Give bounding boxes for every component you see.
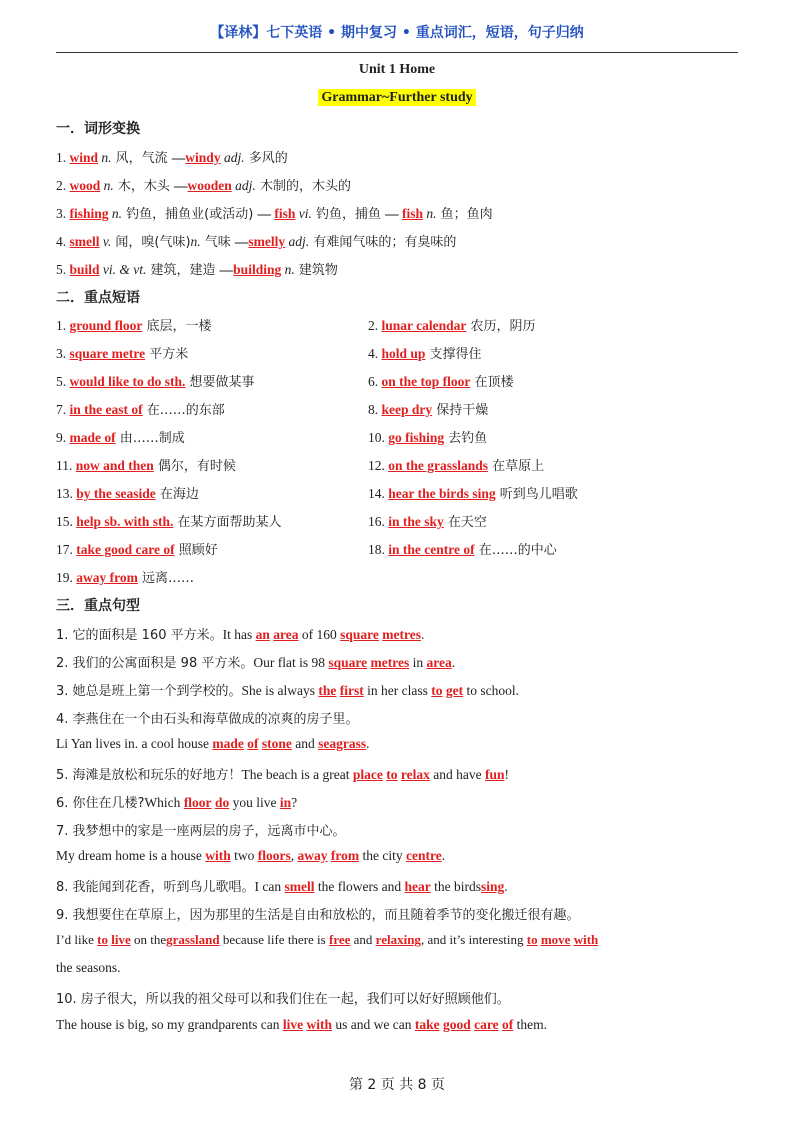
phrase-item: [56, 427, 185, 446]
sentence-chinese: 6. 你住在几楼?: [56, 796, 145, 811]
sentence-text: two: [230, 848, 258, 863]
meaning: 建筑物: [294, 263, 338, 278]
phrase: by the seaside: [76, 486, 156, 501]
item-number: 11.: [56, 458, 73, 473]
phrase: square metre: [69, 346, 146, 361]
answer-blank: square: [328, 655, 368, 670]
phrase-meaning: 照顾好: [174, 543, 218, 558]
phrase-item: [56, 455, 236, 474]
phrase-meaning: 偶尔，有时候: [153, 459, 236, 474]
phrase-meaning: 在海边: [155, 487, 199, 502]
keyword: smelly: [248, 234, 286, 249]
sentence-text: ,: [290, 848, 298, 863]
phrase-meaning: 在某方面帮助某人: [173, 515, 282, 530]
sentence-chinese: 10. 房子很大，所以我的祖父母可以和我们住在一起，我们可以好好照顾他们。: [56, 992, 510, 1007]
sentence-9-continued: [56, 960, 121, 976]
answer-blank: floors: [257, 848, 291, 863]
answer-blank: hear: [404, 879, 431, 894]
keyword: wind: [69, 150, 99, 165]
sentence-chinese: 8. 我能闻到花香，听到鸟儿歌唱。: [56, 880, 255, 895]
item-number: 7.: [56, 402, 67, 417]
phrase-meaning: 由……制成: [115, 431, 185, 446]
word-form-item-1: [56, 147, 288, 166]
phrase: away from: [76, 570, 138, 585]
meaning: 闻，嗅(气味): [111, 235, 191, 250]
answer-blank: of: [501, 1017, 514, 1032]
answer-blank: away: [297, 848, 328, 863]
answer-blank: area: [273, 627, 299, 642]
item-number: 12.: [368, 458, 385, 473]
answer-blank: do: [214, 795, 230, 810]
meaning: 钓鱼，捕鱼: [311, 207, 386, 222]
sentence-text: the seasons.: [56, 960, 121, 975]
meaning: 多风的: [244, 151, 288, 166]
part-of-speech: n.: [281, 262, 295, 277]
sentence-text: The beach is a great: [241, 767, 353, 782]
meaning: 风，气流: [111, 151, 172, 166]
item-number: 15.: [56, 514, 73, 529]
sentence-text: I’d like: [56, 932, 98, 947]
phrase-item: [56, 483, 199, 502]
answer-blank: an: [255, 627, 270, 642]
part-of-speech: n.: [190, 234, 201, 249]
sentence-1: [56, 624, 424, 643]
answer-blank: floor: [183, 795, 212, 810]
answer-blank: in: [279, 795, 292, 810]
section-title-key-phrases: 二．重点短语: [56, 290, 140, 306]
part-of-speech: n.: [108, 206, 123, 221]
sentence-10-chinese: [56, 988, 510, 1007]
dash: —: [385, 206, 402, 221]
answer-blank: metres: [382, 627, 422, 642]
phrase-meaning: 在顶楼: [470, 375, 514, 390]
phrase: help sb. with sth.: [76, 514, 174, 529]
sentence-chinese: 7. 我梦想中的家是一座两层的房子，远离市中心。: [56, 824, 346, 839]
answer-blank: seagrass: [318, 736, 367, 751]
header-divider: [56, 52, 738, 53]
phrase: would like to do sth.: [69, 374, 186, 389]
answer-blank: made: [212, 736, 244, 751]
part-of-speech: adj.: [220, 150, 245, 165]
item-number: 3.: [56, 206, 67, 221]
phrase: in the east of: [69, 402, 143, 417]
sentence-text: you live: [229, 795, 280, 810]
sentence-text: , and it’s interesting: [420, 932, 527, 947]
sentence-text: !: [504, 767, 509, 782]
answer-blank: to: [386, 767, 398, 782]
phrase: take good care of: [76, 542, 175, 557]
keyword: fishing: [69, 206, 109, 221]
phrase-item: [368, 427, 487, 446]
item-number: 8.: [368, 402, 379, 417]
item-number: 2.: [56, 178, 67, 193]
sentence-text: of 160: [298, 627, 341, 642]
answer-blank: to: [97, 932, 108, 947]
sentence-text: It has: [222, 627, 256, 642]
answer-blank: area: [426, 655, 452, 670]
answer-blank: square: [340, 627, 379, 642]
sentence-4-english: [56, 736, 370, 752]
sentence-text: .: [421, 627, 425, 642]
answer-blank: metres: [370, 655, 410, 670]
item-number: 1.: [56, 150, 67, 165]
word-form-item-3: [56, 203, 493, 222]
item-number: 18.: [368, 542, 385, 557]
dash: —: [219, 262, 234, 277]
sentence-chinese: 9. 我想要住在草原上，因为那里的生活是自由和放松的，而且随着季节的变化搬迁很有趣。: [56, 908, 580, 923]
phrase-meaning: 听到鸟儿唱歌: [495, 487, 578, 502]
phrase-meaning: 在……的东部: [142, 403, 225, 418]
phrase-item: [368, 455, 544, 474]
item-number: 9.: [56, 430, 67, 445]
sentence-text: because life there is: [219, 932, 329, 947]
phrase: hear the birds sing: [388, 486, 496, 501]
answer-blank: with: [205, 848, 231, 863]
keyword: fish: [401, 206, 423, 221]
item-number: 17.: [56, 542, 73, 557]
phrase: lunar calendar: [381, 318, 467, 333]
phrase: made of: [69, 430, 116, 445]
sentence-text: Li Yan lives in. a cool house: [56, 736, 213, 751]
sentence-text: .: [504, 879, 508, 894]
item-number: 13.: [56, 486, 73, 501]
meaning: 鱼；鱼肉: [436, 207, 493, 222]
phrase-meaning: 在草原上: [488, 459, 545, 474]
item-number: 5.: [56, 374, 67, 389]
sentence-text: ?: [291, 795, 298, 810]
sentence-text: .: [451, 655, 456, 670]
sentence-text: Which: [144, 795, 184, 810]
answer-blank: relaxing: [375, 932, 421, 947]
item-number: 4.: [368, 346, 379, 361]
part-of-speech: vi.: [295, 206, 312, 221]
phrase-item: [368, 371, 514, 390]
sentence-text: I can: [254, 879, 285, 894]
phrase-meaning: 农历，阴历: [466, 319, 536, 334]
sentence-2: [56, 652, 455, 671]
sentence-chinese: 3. 她总是班上第一个到学校的。: [56, 684, 242, 699]
word-form-item-5: [56, 259, 338, 278]
answer-blank: with: [573, 932, 599, 947]
answer-blank: move: [540, 932, 571, 947]
phrase: on the top floor: [381, 374, 471, 389]
sentence-10-english: [56, 1017, 547, 1033]
keyword: build: [69, 262, 100, 277]
answer-blank: get: [445, 683, 464, 698]
phrase: in the centre of: [388, 542, 475, 557]
item-number: 6.: [368, 374, 379, 389]
document-header: 【译林】七下英语 • 期中复习 • 重点词汇，短语，句子归纳: [210, 25, 584, 41]
sentence-chinese: 4. 李燕住在一个由石头和海草做成的凉爽的房子里。: [56, 712, 359, 727]
phrase-meaning: 保持干燥: [432, 403, 489, 418]
keyword: fish: [274, 206, 296, 221]
answer-blank: fun: [484, 767, 505, 782]
answer-blank: care: [474, 1017, 499, 1032]
meaning: 有难闻气味的；有臭味的: [309, 235, 457, 250]
sentence-text: on the: [130, 932, 167, 947]
sentence-3: [56, 680, 519, 699]
phrase-item: [56, 399, 225, 418]
answer-blank: live: [282, 1017, 304, 1032]
dash: —: [171, 150, 186, 165]
item-number: 1.: [56, 318, 67, 333]
phrase: keep dry: [381, 402, 433, 417]
sentence-chinese: 5. 海滩是放松和玩乐的好地方！: [56, 768, 242, 783]
answer-blank: place: [352, 767, 383, 782]
phrase-item: [368, 315, 536, 334]
sentence-text: and: [350, 932, 376, 947]
keyword: building: [233, 262, 282, 277]
part-of-speech: adj.: [285, 234, 310, 249]
phrase-item: [56, 511, 282, 530]
answer-blank: to: [431, 683, 443, 698]
dash: —: [234, 234, 249, 249]
phrase: in the sky: [388, 514, 444, 529]
answer-blank: with: [306, 1017, 332, 1032]
answer-blank: smell: [284, 879, 315, 894]
sentence-8: [56, 876, 508, 895]
answer-blank: live: [111, 932, 131, 947]
answer-blank: take: [414, 1017, 440, 1032]
keyword: wooden: [187, 178, 232, 193]
answer-blank: to: [526, 932, 538, 947]
item-number: 10.: [368, 430, 385, 445]
phrase-meaning: 底层，一楼: [142, 319, 212, 334]
answer-blank: sing: [481, 879, 505, 894]
sentence-text: and have: [429, 767, 485, 782]
sentence-text: in: [409, 655, 427, 670]
phrase-item: [368, 511, 487, 530]
keyword: smell: [69, 234, 100, 249]
section-title-word-forms: 一．词形变换: [56, 121, 140, 137]
sentence-text: the flowers and: [314, 879, 405, 894]
item-number: 2.: [368, 318, 379, 333]
sentence-9-english: [56, 932, 598, 948]
page-number: 第 2 页 共 8 页: [348, 1077, 446, 1093]
phrase-item: [56, 539, 218, 558]
subtitle-wrap: [0, 86, 794, 106]
meaning: 气味: [200, 235, 235, 250]
sentence-text: .: [366, 736, 370, 751]
item-number: 14.: [368, 486, 385, 501]
sentence-text: The house is big, so my grandparents can: [56, 1017, 283, 1032]
sentence-text: She is always: [241, 683, 319, 698]
sentence-text: in her class: [363, 683, 432, 698]
answer-blank: first: [339, 683, 364, 698]
phrase-item: [56, 343, 188, 362]
phrase-meaning: 想要做某事: [185, 375, 255, 390]
answer-blank: relax: [400, 767, 430, 782]
keyword: windy: [185, 150, 221, 165]
sentence-chinese: 1. 它的面积是 160 平方米。: [56, 628, 223, 643]
phrase-item: [56, 315, 212, 334]
meaning: 建筑，建造: [146, 263, 220, 278]
subtitle: Grammar~Further study: [318, 89, 475, 106]
meaning: 钓鱼，捕鱼业(或活动): [122, 207, 258, 222]
part-of-speech: adj.: [231, 178, 256, 193]
item-number: 16.: [368, 514, 385, 529]
answer-blank: free: [328, 932, 351, 947]
dash: —: [174, 178, 188, 193]
sentence-text: the birds: [430, 879, 482, 894]
sentence-9-chinese: [56, 904, 580, 923]
sentence-7-english: [56, 848, 445, 864]
part-of-speech: n.: [423, 206, 437, 221]
phrase: hold up: [381, 346, 426, 361]
answer-blank: good: [442, 1017, 471, 1032]
phrase-item: [368, 399, 488, 418]
sentence-7-chinese: [56, 820, 346, 839]
sentence-6: [56, 792, 297, 811]
answer-blank: centre: [405, 848, 442, 863]
phrase: on the grasslands: [388, 458, 489, 473]
item-number: 3.: [56, 346, 67, 361]
part-of-speech: n.: [98, 150, 112, 165]
unit-title: Unit 1 Home: [358, 62, 436, 77]
sentence-text: .: [441, 848, 446, 863]
sentence-text: My dream home is a house: [56, 848, 206, 863]
phrase-meaning: 支撑得住: [425, 347, 482, 362]
sentence-text: Our flat is 98: [253, 655, 329, 670]
item-number: 5.: [56, 262, 67, 277]
sentence-text: the city: [359, 848, 406, 863]
phrase-meaning: 在天空: [443, 515, 487, 530]
phrase: ground floor: [69, 318, 143, 333]
sentence-chinese: 2. 我们的公寓面积是 98 平方米。: [56, 656, 254, 671]
phrase-item: [368, 343, 482, 362]
item-number: 4.: [56, 234, 67, 249]
answer-blank: from: [330, 848, 360, 863]
sentence-text: and: [291, 736, 319, 751]
phrase: go fishing: [388, 430, 445, 445]
part-of-speech: n.: [100, 178, 114, 193]
phrase-meaning: 平方米: [145, 347, 189, 362]
phrase: now and then: [75, 458, 154, 473]
answer-blank: of: [247, 736, 259, 751]
sentence-text: to school.: [463, 683, 520, 698]
answer-blank: grassland: [166, 932, 220, 947]
word-form-item-2: [56, 175, 351, 194]
phrase-item: [56, 567, 194, 586]
section-title-key-sentences: 三．重点句型: [56, 598, 140, 614]
sentence-text: them.: [513, 1017, 547, 1032]
keyword: wood: [69, 178, 101, 193]
word-form-item-4: [56, 231, 456, 250]
answer-blank: the: [318, 683, 337, 698]
part-of-speech: vi. & vt.: [99, 262, 147, 277]
sentence-5: [56, 764, 509, 783]
phrase-meaning: 在……的中心: [474, 543, 557, 558]
meaning: 木制的，木头的: [255, 179, 351, 194]
dash: —: [257, 206, 275, 221]
answer-blank: stone: [261, 736, 292, 751]
phrase-item: [368, 539, 557, 558]
sentence-4-chinese: [56, 708, 359, 727]
item-number: 19.: [56, 570, 73, 585]
phrase-item: [368, 483, 578, 502]
phrase-meaning: 去钓鱼: [444, 431, 488, 446]
part-of-speech: v.: [99, 234, 112, 249]
phrase-item: [56, 371, 255, 390]
phrase-meaning: 远离……: [137, 571, 195, 586]
sentence-text: us and we can: [331, 1017, 415, 1032]
meaning: 木，木头: [113, 179, 175, 194]
